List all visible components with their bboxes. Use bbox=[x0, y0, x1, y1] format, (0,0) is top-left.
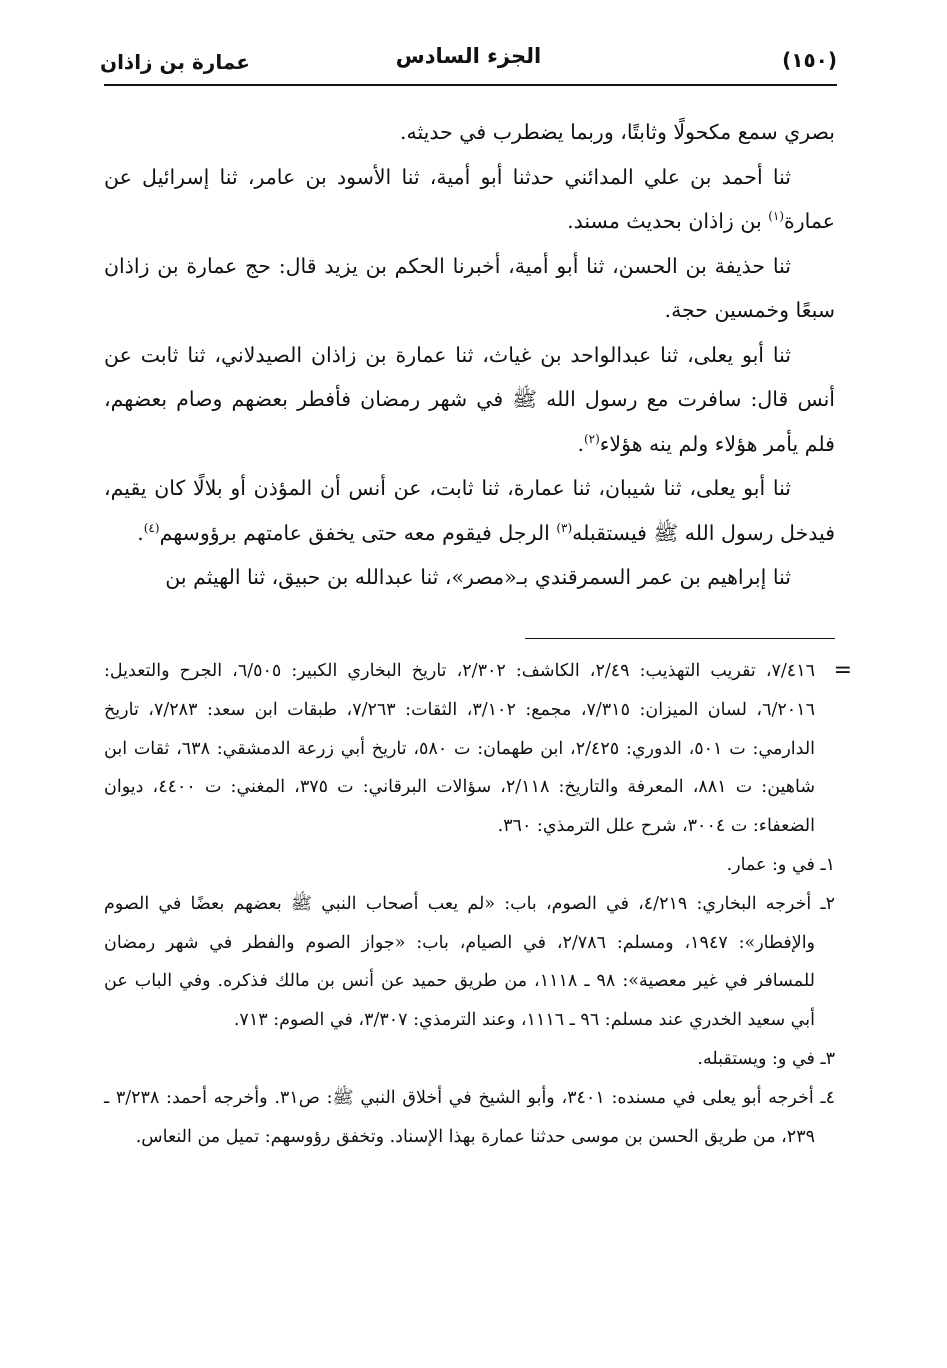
footnote: ٣ـ في و: ويستقبله. bbox=[697, 1048, 835, 1069]
footnote-continuation: ٧/٤١٦، تقريب التهذيب: ٢/٤٩، الكاشف: ٢/٣٠٢، تاريخ البخاري الكبير: ٦/٥٠٥، الجرح والتعديل: ٦/٢٠١٦، لسان الميزان: ٧/٣١٥، مجمع: ٣/١٠٢، الثقات: ٧/٢٦٣، طبقات ابن سعد: ٧/٢٨٣، تاريخ الدارمي: ت ٥٠١، الدوري: ٢/٤٢٥، ابن طهمان: ت ٥٨٠، تاريخ أبي زرعة الدمشقي: ٦٣٨، ثقات ابن شاهين: ت ٨٨١، المعرفة والتاريخ: ٢/١١٨، سؤالات البرقاني: ت ٣٧٥، المغني: ت ٤٤٠٠، ديوان الضعفاء: ت ٣٠٠٤، شرح علل الترمذي: ٣٦٠. bbox=[104, 661, 816, 837]
footnote-ref: (٤) bbox=[143, 520, 160, 535]
continuation-mark: = bbox=[833, 658, 852, 683]
footnote-ref: (٢) bbox=[583, 431, 600, 446]
paragraph: ثنا أحمد بن علي المدائني حدثنا أبو أمية، ثنا الأسود بن عامر، ثنا إسرائيل عن عمارة$^{(١)}$ بن زاذان بحديث مسند. bbox=[104, 164, 835, 233]
part-title: الجزء السادس bbox=[395, 44, 542, 68]
footnote: ٢ـ أخرجه البخاري: ٤/٢١٩، في الصوم، باب: «لم يعب أصحاب النبي ﷺ بعضهم بعضًا في الصوم والإفطار»: ١٩٤٧، ومسلم: ٢/٧٨٦، في الصيام، باب: «جواز الصوم والفطر في شهر رمضان للمسافر في غير معصية»: ٩٨ ـ ١١١٨، من طريق حميد عن أنس بن مالك فذكره. وفي الباب عن أبي سعيد الخدري عند مسلم: ٩٦ ـ ١١١٦، وعند الترمذي: ٣/٣٠٧، في الصوم: ٧١٣. bbox=[104, 893, 835, 1031]
paragraph: ثنا حذيفة بن الحسن، ثنا أبو أمية، أخبرنا الحكم بن يزيد قال: حج عمارة بن زاذان سبعًا وخمسين حجة. bbox=[104, 253, 835, 322]
paragraph: ثنا أبو يعلى، ثنا شيبان، ثنا عمارة، ثنا ثابت، عن أنس أن المؤذن أو بلالًا كان يقيم، فيدخل رسول الله ﷺ فيستقبله$^{(٣)}$ الرجل فيقوم معه حتى يخفق عامتهم برؤوسهم$^{(٤)}$. bbox=[104, 476, 835, 545]
paragraph: ثنا أبو يعلى، ثنا عبدالواحد بن غياث، ثنا عمارة بن زاذان الصيدلاني، ثنا ثابت عن أنس قال: سافرت مع رسول الله ﷺ في شهر رمضان فأفطر بعضهم وصام بعضهم، فلم يأمر هؤلاء ولم ينه هؤلاء$^{(٢)}$. bbox=[104, 342, 835, 456]
footnote: ١ـ في و: عمار. bbox=[726, 854, 835, 875]
page-number: (١٥٠) bbox=[782, 48, 837, 72]
page-header bbox=[100, 40, 837, 80]
paragraph: بصري سمع مكحولًا وثابتًا، وربما يضطرب في حديثه. bbox=[399, 120, 835, 144]
main-text bbox=[104, 110, 835, 600]
footnote-ref: (٣) bbox=[556, 520, 573, 535]
header-rule bbox=[104, 84, 837, 86]
footnote-separator bbox=[525, 638, 835, 639]
entry-name: عمارة بن زاذان bbox=[100, 50, 250, 74]
footnotes bbox=[104, 652, 835, 1156]
footnote-ref: (١) bbox=[768, 209, 785, 224]
paragraph: ثنا إبراهيم بن عمر السمرقندي بـ«مصر»، ثنا عبدالله بن حبيق، ثنا الهيثم بن bbox=[165, 565, 791, 589]
footnote: ٤ـ أخرجه أبو يعلى في مسنده: ٣٤٠١، وأبو الشيخ في أخلاق النبي ﷺ: ص٣١. وأخرجه أحمد: ٣/٢٣٨ ـ ٢٣٩، من طريق الحسن بن موسى حدثنا عمارة بهذا الإسناد. وتخفق رؤوسهم: تميل من النعاس. bbox=[104, 1087, 835, 1147]
